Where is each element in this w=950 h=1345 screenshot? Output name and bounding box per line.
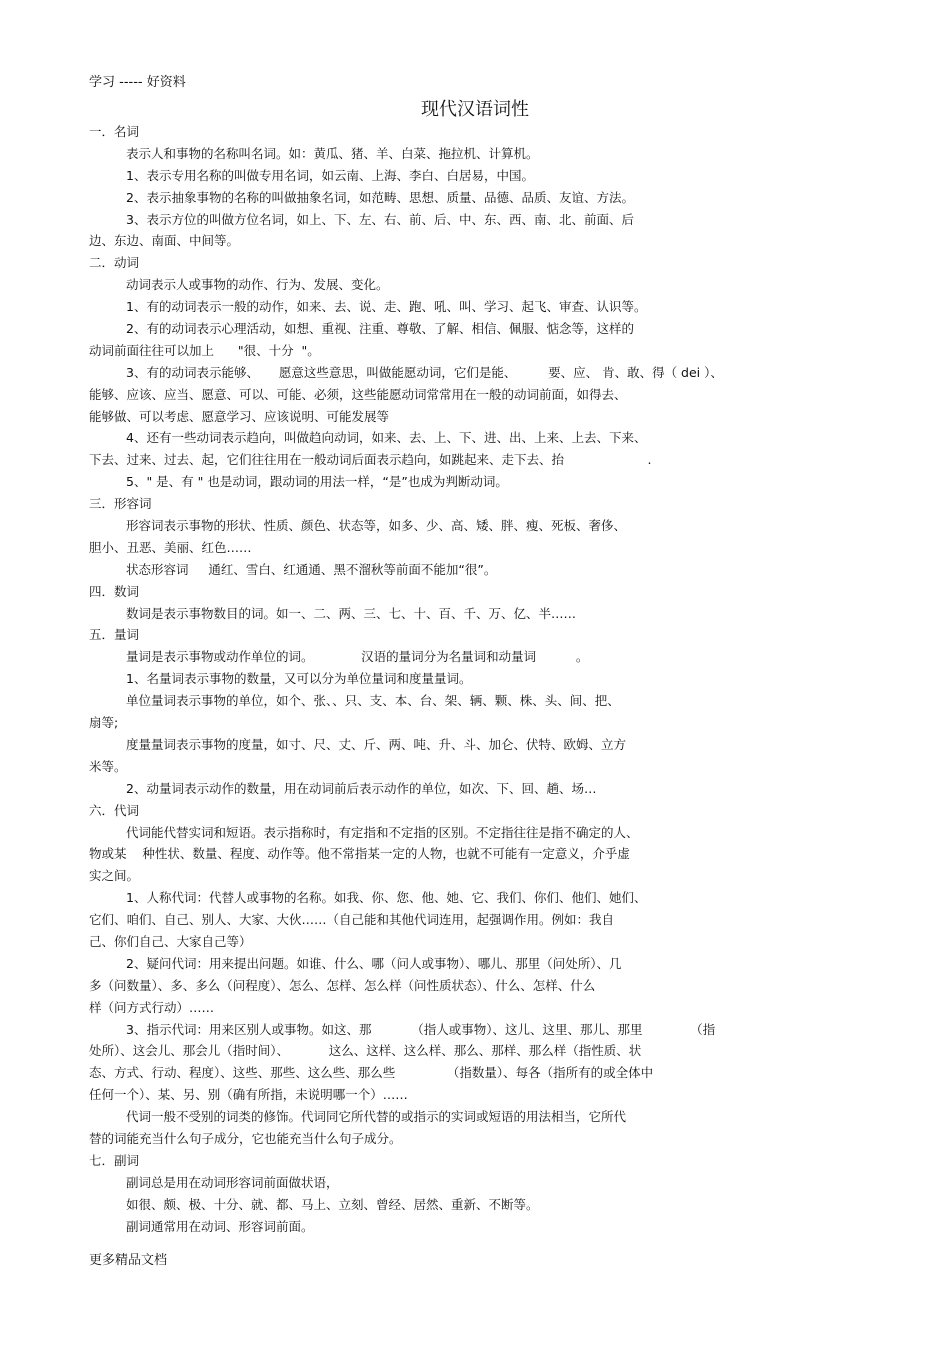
- text-line: 扇等;: [89, 715, 119, 731]
- text-line: 2、疑问代词：用来提出问题。如谁、什么、哪（问人或事物）、哪儿、那里（问处所）、几: [126, 955, 622, 971]
- text-line: 如很、颇、极、十分、就、都、马上、立刻、曾经、居然、重新、不断等。: [126, 1196, 539, 1212]
- text-line: 1、人称代词：代替人或事物的名称。如我、你、您、他、她、它、我们、你们、他们、她们、: [126, 890, 647, 906]
- text-line: 3、指示代词：用来区别人或事物。如这、那 （指人或事物）、这儿、这里、那儿、那里 （指: [126, 1021, 716, 1037]
- text-line: 1、表示专用名称的叫做专用名词，如云南、上海、李白、白居易，中国。: [126, 167, 534, 183]
- text-line: 2、有的动词表示心理活动，如想、重视、注重、尊敬、了解、相信、佩服、惦念等，这样的: [126, 321, 634, 337]
- text-line: 2、动量词表示动作的数量，用在动词前后表示动作的单位，如次、下、回、趟、场…: [126, 780, 597, 796]
- text-line: 代词一般不受别的词类的修饰。代词同它所代替的或指示的实词或短语的用法相当，它所代: [126, 1109, 627, 1125]
- document-title: 现代汉语词性: [421, 99, 529, 120]
- text-line: 代词能代替实词和短语。表示指称时，有定指和不定指的区别。不定指往往是指不确定的人、: [126, 824, 639, 840]
- page-footer: 更多精品文档: [89, 1253, 168, 1268]
- text-line: 任何一个）、某、另、别（确有所指，未说明哪一个）……: [89, 1087, 408, 1103]
- text-line: 二．动词: [89, 255, 140, 271]
- text-line: 副词通常用在动词、形容词前面。: [126, 1218, 314, 1234]
- text-line: 2、表示抽象事物的名称的叫做抽象名词，如范畴、思想、质量、品德、品质、友谊、方法。: [126, 189, 634, 205]
- document-body: [89, 121, 859, 1237]
- text-line: 能够、应该、应当、愿意、可以、可能、必须，这些能愿动词常常用在一般的动词前面，如得去、: [89, 386, 627, 402]
- text-line: 处所）、这会儿、那会儿（指时间）、 这么、这样、这么样、那么、那样、那么样（指性质、状: [89, 1043, 642, 1059]
- text-line: 米等。: [89, 758, 127, 774]
- text-line: 动词表示人或事物的动作、行为、发展、变化。: [126, 277, 389, 293]
- text-line: 状态形容词 通红、雪白、红通通、黑不溜秋等前面不能加“很”。: [126, 561, 497, 577]
- text-line: 度量量词表示事物的度量，如寸、尺、丈、斤、两、吨、升、斗、加仑、伏特、欧姆、立方: [126, 736, 627, 752]
- text-line: 3、表示方位的叫做方位名词，如上、下、左、右、前、后、中、东、西、南、北、前面、后: [126, 211, 634, 227]
- text-line: 五．量词: [89, 627, 140, 643]
- text-line: 表示人和事物的名称叫名词。如：黄瓜、猪、羊、白菜、拖拉机、计算机。: [126, 145, 539, 161]
- text-line: 量词是表示事物或动作单位的词。 汉语的量词分为名量词和动量词 。: [126, 649, 589, 665]
- text-line: 物或某 种性状、数量、程度、动作等。他不常指某一定的人物，也就不可能有一定意义，介乎虚: [89, 846, 630, 862]
- text-line: 一．名词: [89, 124, 140, 139]
- text-line: 替的词能充当什么句子成分，它也能充当什么句子成分。: [89, 1130, 402, 1146]
- text-line: 态、方式、行动、程度）、这些、那些、这么些、那么些 （指数量）、每各（指所有的或全体中: [89, 1065, 654, 1081]
- text-line: 七．副词: [89, 1152, 140, 1168]
- text-line: 下去、过来、过去、起，它们往往用在一般动词后面表示趋向，如跳起来、走下去、抬 .: [89, 452, 652, 468]
- text-line: 数词是表示事物数目的词。如一、二、两、三、七、十、百、千、万、亿、半……: [126, 605, 577, 621]
- text-line: 四．数词: [89, 583, 140, 599]
- text-line: 己、你们自己、大家自己等）: [89, 933, 252, 949]
- text-line: 边、东边、南面、中间等。: [89, 233, 240, 249]
- text-line: 1、名量词表示事物的数量，又可以分为单位量词和度量量词。: [126, 671, 472, 687]
- text-line: 它们、咱们、自己、别人、大家、大伙……（自己能和其他代词连用，起强调作用。例如：我自: [89, 912, 615, 928]
- text-line: 单位量词表示事物的单位，如个、张、、只、支、本、台、架、辆、颗、株、头、间、把、: [126, 693, 620, 709]
- page-header: 学习 ----- 好资料: [89, 75, 186, 90]
- text-line: 动词前面往往可以加上 "很、十分 "。: [89, 342, 320, 358]
- text-line: 实之间。: [89, 868, 140, 884]
- text-line: 4、还有一些动词表示趋向，叫做趋向动词，如来、去、上、下、进、出、上来、上去、下来、: [126, 430, 647, 446]
- text-line: 形容词表示事物的形状、性质、颜色、状态等，如多、少、高、矮、胖、瘦、死板、奢侈、: [126, 518, 627, 534]
- text-line: 副词总是用在动词形容词前面做状语，: [126, 1174, 339, 1190]
- text-line: 三．形容词: [89, 496, 152, 512]
- text-line: 多（问数量）、多、多么（问程度）、怎么、怎样、怎么样（问性质状态）、什么、怎样、什么: [89, 977, 596, 993]
- text-line: 六．代词: [89, 802, 140, 818]
- text-line: 能够做、可以考虑、愿意学习、应该说明、可能发展等: [89, 408, 390, 424]
- text-line: 3、有的动词表示能够、 愿意这些意思，叫做能愿动词，它们是能、 要、应、 肯、敢、得（ dei ）、: [126, 364, 723, 380]
- text-line: 样（问方式行动）……: [89, 999, 215, 1015]
- text-line: 1、有的动词表示一般的动作，如来、去、说、走、跑、吼、叫、学习、起飞、审查、认识等。: [126, 299, 647, 315]
- text-line: 胆小、丑恶、美丽、红色……: [89, 539, 252, 555]
- text-line: 5、" 是、有 " 也是动词，跟动词的用法一样，“是”也成为判断动词。: [126, 474, 508, 490]
